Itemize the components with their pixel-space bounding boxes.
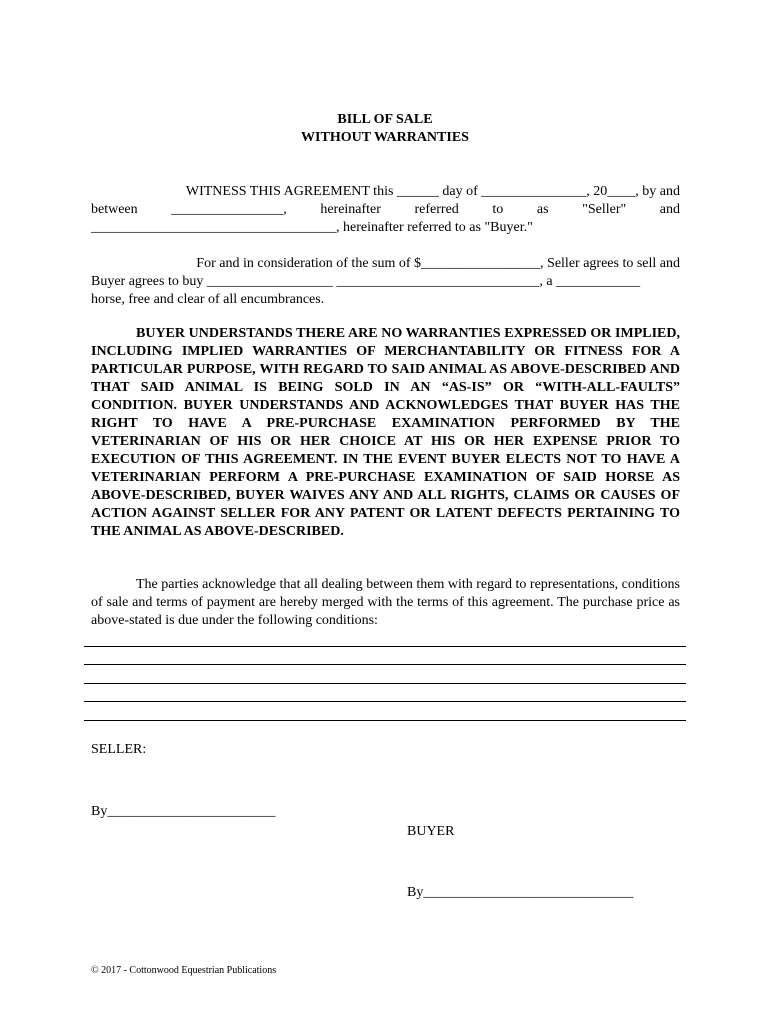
witness-line-2-word: ________________, (171, 202, 287, 217)
consideration-line-3 (91, 291, 680, 309)
consideration-line-2 (91, 273, 680, 291)
witness-line-1 (91, 183, 680, 201)
consideration-line-1-text: For and in consideration of the sum of $_________________, Seller agrees to sell and (196, 256, 680, 271)
condition-line-3[interactable] (84, 683, 686, 684)
consideration-line-2-text: Buyer agrees to buy __________________ _____________________________, a ____________ (91, 274, 641, 289)
witness-line-2-word: to (492, 202, 504, 217)
buyer-label: BUYER (407, 824, 455, 839)
buyer-signature-line[interactable]: By______________________________ (407, 885, 634, 900)
title-line-1: BILL OF SALE (337, 112, 433, 127)
warranty-disclaimer: BUYER UNDERSTANDS THERE ARE NO WARRANTIES EXPRESSED OR IMPLIED, INCLUDING IMPLIED WARRANTIES OF MERCHANTABILITY OR FITNESS FOR A PARTICULAR PURPOSE, WITH REGARD TO SAID ANIMAL AS ABOVE-DESCRIBED AND THAT SAID ANIMAL IS BEING SOLD IN AN “AS-IS” OR “WITH-ALL-FAULTS” CONDITION. BUYER UNDERSTANDS AND ACKNOWLEDGES THAT BUYER HAS THE RIGHT TO HAVE A PRE-PURCHASE EXAMINATION PERFORMED BY THE VETERINARIAN OF HIS OR HER CHOICE AT HIS OR HER EXPENSE PRIOR TO EXECUTION OF THIS AGREEMENT. IN THE EVENT BUYER ELECTS NOT TO HAVE A VETERINARIAN PERFORM A PRE-PURCHASE EXAMINATION OF SAID HORSE AS ABOVE-DESCRIBED, BUYER WAIVES ANY AND ALL RIGHTS, CLAIMS OR CAUSES OF ACTION AGAINST SELLER FOR ANY PATENT OR LATENT DEFECTS PERTAINING TO THE ANIMAL AS ABOVE-DESCRIBED. (91, 326, 680, 539)
witness-line-2-word: between (91, 202, 138, 217)
condition-line-5[interactable] (84, 720, 686, 721)
consideration-line-1 (91, 255, 680, 273)
witness-line-2 (91, 201, 680, 219)
witness-line-1-text: WITNESS THIS AGREEMENT this ______ day of _______________, 20____, by and (185, 184, 680, 199)
condition-line-1[interactable] (84, 646, 686, 647)
seller-label: SELLER: (91, 742, 147, 757)
witness-line-3-text: ___________________________________, hereinafter referred to as "Buyer." (91, 220, 533, 235)
witness-line-2-word: hereinafter (320, 202, 381, 217)
title-line-2: WITHOUT WARRANTIES (301, 130, 469, 145)
consideration-line-3-text: horse, free and clear of all encumbrances. (91, 292, 325, 307)
witness-line-2-word: referred (414, 202, 459, 217)
condition-line-2[interactable] (84, 664, 686, 665)
witness-line-2-word: "Seller" (582, 202, 627, 217)
witness-line-2-word: and (659, 202, 680, 217)
witness-line-2-word: as (536, 202, 549, 217)
witness-line-3 (91, 219, 680, 237)
acknowledgement-paragraph: The parties acknowledge that all dealing between them with regard to representations, conditions of sale and terms of payment are hereby merged with the terms of this agreement. The purchase price as above-stated is due under the following conditions: (91, 577, 680, 628)
seller-signature-line[interactable]: By________________________ (91, 804, 276, 819)
copyright-footer: © 2017 - Cottonwood Equestrian Publications (91, 965, 277, 976)
condition-line-4[interactable] (84, 701, 686, 702)
